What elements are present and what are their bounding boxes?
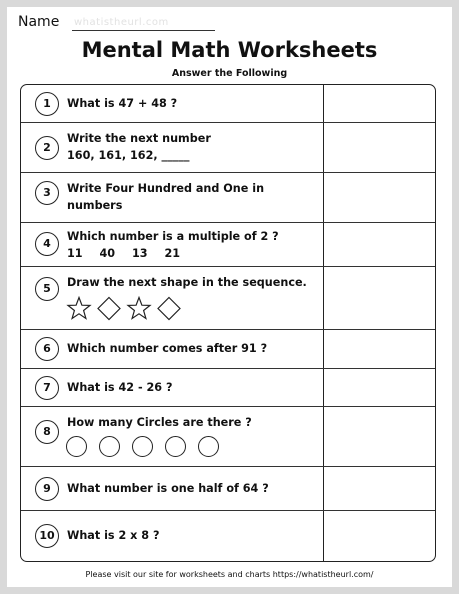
question-row-3 (21, 173, 435, 223)
question-number-badge: 7 (35, 376, 59, 400)
diamond-icon (98, 298, 120, 320)
question-text: Write the next number (67, 132, 211, 145)
name-line (72, 30, 215, 31)
question-text: Which number is a multiple of 2 ? (67, 230, 279, 243)
question-row-6 (21, 330, 435, 369)
option-value: 13 (131, 247, 148, 260)
question-number-badge: 4 (35, 232, 59, 256)
question-text: How many Circles are there ? (67, 416, 252, 429)
star-icon (128, 298, 150, 319)
question-number-badge: 6 (35, 337, 59, 361)
option-value: 21 (164, 247, 181, 260)
question-number-badge: 10 (35, 524, 59, 548)
question-row-7 (21, 369, 435, 407)
question-row-8 (21, 407, 435, 467)
question-row-1 (21, 85, 435, 123)
question-text: What is 2 x 8 ? (67, 529, 160, 542)
question-row-5 (21, 267, 435, 330)
option-value: 40 (99, 247, 116, 260)
circle-shape (198, 436, 219, 457)
option-value: 11 (67, 247, 83, 260)
question-row-10 (21, 511, 435, 562)
footer-text: Please visit our site for worksheets and charts https://whatistheurl.com/ (85, 570, 374, 579)
circle-shape (132, 436, 153, 457)
question-text: Draw the next shape in the sequence. (67, 276, 307, 289)
page-title: Mental Math Worksheets (81, 38, 378, 62)
question-row-9 (21, 467, 435, 511)
question-row-4 (21, 223, 435, 267)
circle-shape (165, 436, 186, 457)
page-subtitle: Answer the Following (171, 68, 288, 79)
question-number-badge: 1 (35, 92, 59, 116)
question-detail: 160, 161, 162, _____ (67, 149, 190, 162)
question-table (20, 84, 436, 562)
diamond-icon (158, 298, 180, 320)
star-icon (68, 298, 90, 319)
shape-sequence (66, 296, 188, 322)
question-text: Write Four Hundred and One in (67, 182, 265, 195)
circle-shape (66, 436, 87, 457)
question-text: What number is one half of 64 ? (67, 482, 269, 495)
answer-options (67, 245, 317, 262)
question-number-badge: 5 (35, 277, 59, 301)
question-row-2 (21, 123, 435, 173)
question-number-badge: 8 (35, 420, 59, 444)
circle-group (66, 436, 226, 461)
question-text: What is 47 + 48 ? (67, 97, 178, 110)
question-number-badge: 3 (35, 181, 59, 205)
name-watermark: whatistheurl.com (74, 17, 169, 28)
question-detail: numbers (67, 199, 123, 212)
circle-shape (99, 436, 120, 457)
question-number-badge: 2 (35, 136, 59, 160)
question-text: Which number comes after 91 ? (67, 342, 268, 355)
name-label: Name (18, 14, 60, 30)
question-text: What is 42 - 26 ? (67, 381, 173, 394)
question-number-badge: 9 (35, 477, 59, 501)
